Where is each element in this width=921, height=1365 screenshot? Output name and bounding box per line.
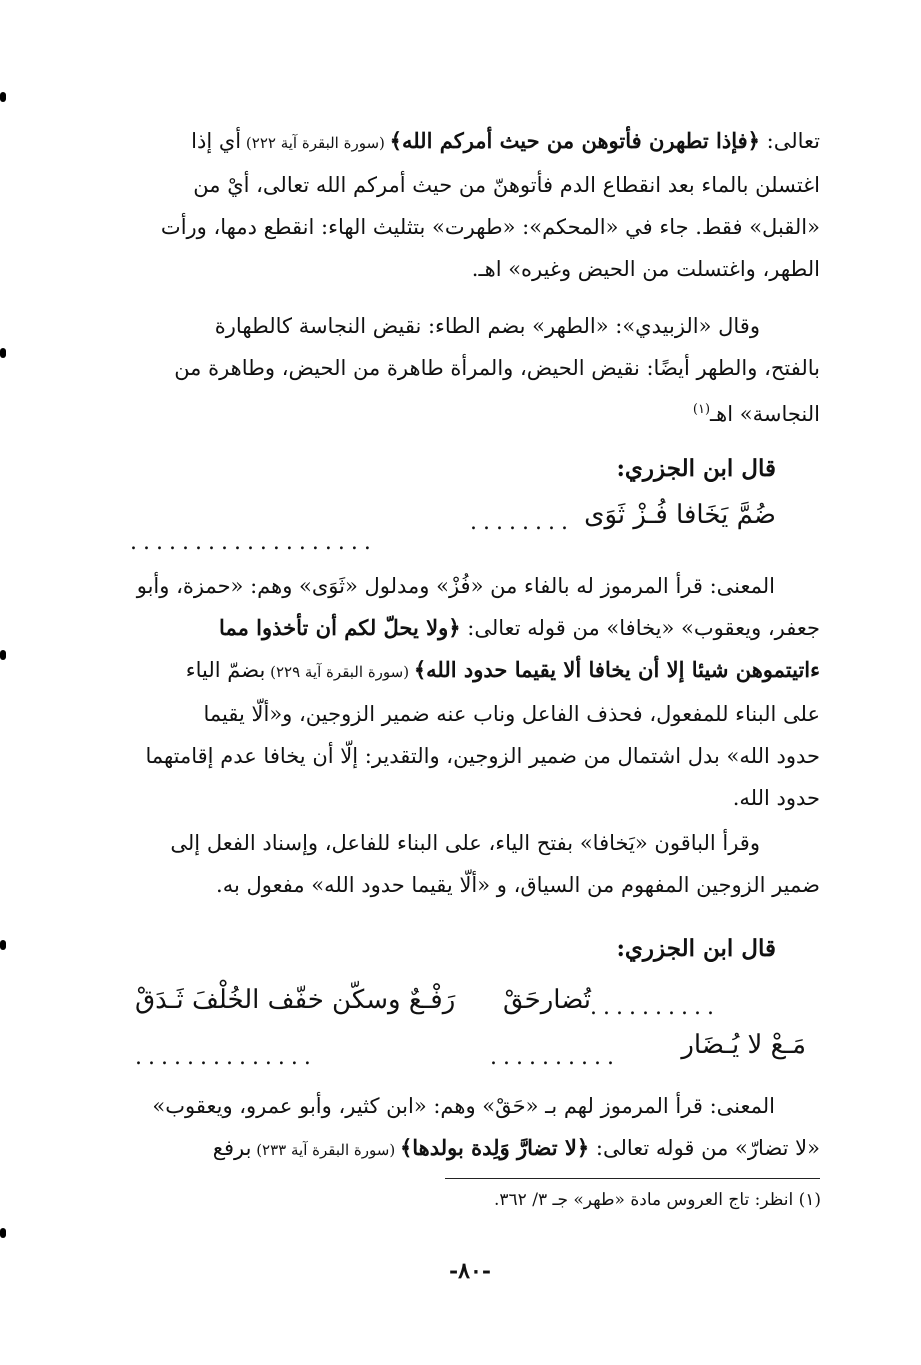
text-line: المعنى: قرأ المرموز لهم بـ «حَقْ» وهم: «ابن كثير، وأبو عمرو، ويعقوب»	[152, 1094, 775, 1118]
text-run: جعفر، ويعقوب» «يخافا» من قوله تعالى:	[460, 616, 820, 640]
section-heading: قال ابن الجزري:	[616, 455, 776, 482]
paragraph-1	[100, 120, 820, 290]
text-run: بضمّ الياء	[185, 658, 266, 682]
footnote-divider	[445, 1178, 820, 1179]
text-line: بالفتح، والطهر أيضًا: نقيض الحيض، والمرأة طاهرة من الحيض، وطاهرة من	[174, 356, 820, 380]
text-line	[100, 649, 820, 693]
text-line: حدود الله.	[732, 786, 820, 810]
text-line	[100, 120, 820, 164]
quran-quote: ءاتيتموهن شيئا إلا أن يخافا ألا يقيما حدود الله﴾	[413, 657, 820, 682]
poem-verse: ضُمَّ يَخَافا فُـزْ ثَوَى	[584, 500, 776, 530]
poem-verse: تُضارحَقْ	[502, 985, 591, 1015]
text-line: اغتسلن بالماء بعد انقطاع الدم فأتوهنّ من حيث أمركم الله تعالى، أيْ من	[193, 173, 820, 197]
text-line	[100, 1127, 820, 1171]
text-run: تعالى:	[759, 129, 820, 153]
paragraph-2	[100, 305, 820, 435]
edge-mark	[0, 650, 6, 660]
edge-mark	[0, 940, 6, 950]
section-heading: قال ابن الجزري:	[616, 935, 776, 962]
page-number: -٨٠-	[449, 1258, 491, 1284]
paragraph-3	[100, 565, 820, 819]
verse-reference: (سورة البقرة آية ٢٢٢)	[241, 134, 390, 152]
text-run: النجاسة» اهـ	[710, 402, 820, 426]
text-line: المعنى: قرأ المرموز له بالفاء من «فُزْ» ومدلول «ثَوَى» وهم: «حمزة، وأبو	[136, 574, 775, 598]
footnote-reference: (١)	[692, 402, 711, 417]
poem-verse: مَـعْ لا يُـضَار	[681, 1030, 806, 1060]
text-line: الطهر، واغتسلت من الحيض وغيره» اهـ.	[471, 257, 820, 281]
paragraph-4	[100, 822, 820, 906]
verse-dots: ..............	[135, 1045, 317, 1070]
text-run: «لا تضارّ» من قوله تعالى:	[589, 1136, 820, 1160]
verse-dots: ...................	[130, 530, 377, 555]
poem-verse: رَفْـعٌ وسكّن خفّف الخُلْفَ ثَـدَقْ	[135, 985, 456, 1015]
verse-dots: ..........	[490, 1045, 620, 1070]
text-run: أي إذا	[191, 129, 242, 153]
edge-mark	[0, 92, 6, 102]
text-line: وقال «الزبيدي»: «الطهر» بضم الطاء: نقيض النجاسة كالطهارة	[214, 314, 760, 338]
verse-reference: (سورة البقرة آية ٢٣٣)	[251, 1141, 400, 1159]
edge-mark	[0, 1228, 6, 1238]
verse-dots: ..........	[590, 995, 720, 1020]
text-line	[100, 389, 820, 435]
quran-quote: ﴿لا تضارَّ وَلِدة بولدها﴾	[399, 1135, 590, 1160]
text-run: برفع	[212, 1136, 252, 1160]
paragraph-5	[100, 1085, 820, 1171]
quran-quote: ﴿ولا يحلّ لكم أن تأخذوا مما	[219, 615, 461, 640]
quran-quote: ﴿فإذا تطهرن فأتوهن من حيث أمركم الله﴾	[389, 128, 760, 153]
footnote: (١) انظر: تاج العروس مادة «طهر» جـ ٣/ ٣٦٢.	[494, 1190, 821, 1210]
verse-reference: (سورة البقرة آية ٢٢٩)	[265, 663, 414, 681]
text-line: وقرأ الباقون «يَخافا» بفتح الياء، على البناء للفاعل، وإسناد الفعل إلى	[170, 831, 760, 855]
text-line: ضمير الزوجين المفهوم من السياق، و «ألّا يقيما حدود الله» مفعول به.	[216, 873, 820, 897]
edge-mark	[0, 348, 6, 358]
text-line: على البناء للمفعول، فحذف الفاعل وناب عنه ضمير الزوجين، و«ألّا يقيما	[203, 702, 820, 726]
text-line: «القبل» فقط. جاء في «المحكم»: «طهرت» بتثليث الهاء: انقطع دمها، ورأت	[160, 215, 820, 239]
text-line	[100, 607, 820, 649]
text-line: حدود الله» بدل اشتمال من ضمير الزوجين، والتقدير: إلّا أن يخافا عدم إقامتهما	[145, 744, 820, 768]
verse-dots: ........	[470, 510, 574, 535]
